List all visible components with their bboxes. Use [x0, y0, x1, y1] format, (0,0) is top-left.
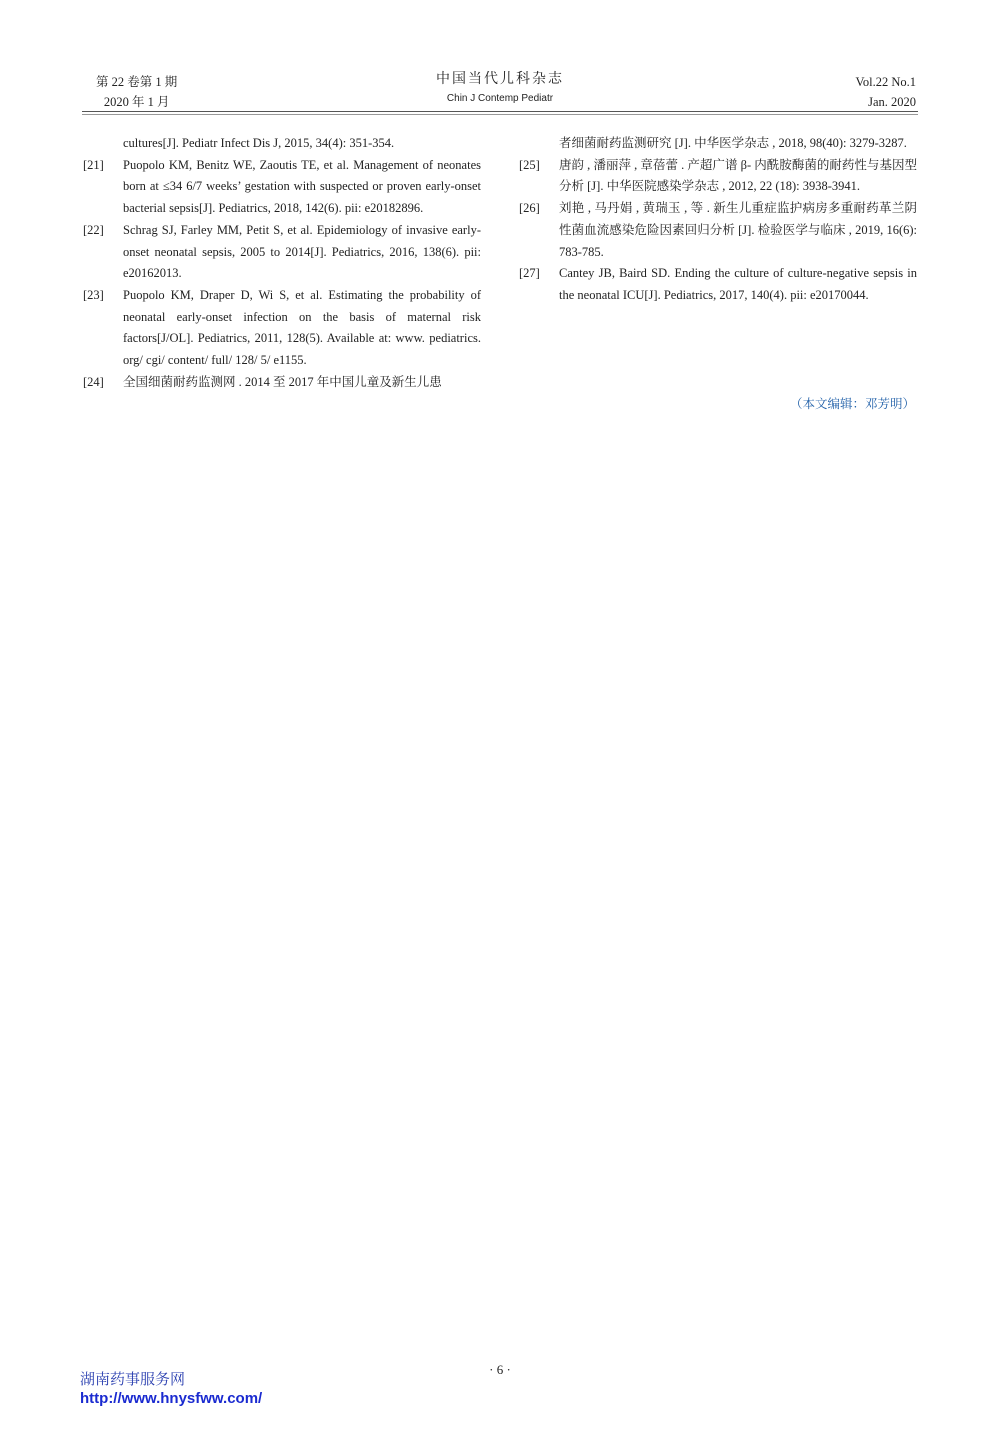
editor-note: （本文编辑：邓芳明） [789, 397, 915, 411]
reference-text: 全国细菌耐药监测网 . 2014 至 2017 年中国儿童及新生儿患 [123, 374, 442, 389]
reference-text: 者细菌耐药监测研究 [J]. 中华医学杂志 , 2018, 98(40): 3279-3287. [559, 136, 907, 150]
reference-number: [24] [83, 374, 104, 389]
header-volume: 第 22 卷第 1 期 [96, 75, 178, 89]
reference-item [519, 263, 917, 306]
reference-item [519, 133, 917, 155]
journal-title-en: Chin J Contemp Pediatr [446, 93, 554, 104]
reference-item [83, 220, 481, 285]
reference-number: [21] [83, 157, 104, 172]
watermark-url[interactable]: http://www.hnysfww.com/ [80, 1390, 263, 1407]
reference-text: Puopolo KM, Draper D, Wi S, et al. Estimating the probability of neonatal early-onset infection on the basis of maternal risk factors[J/OL]. Pediatrics, 2011, 128(5). Available at: www. pediatrics. org/ cgi/ content/ full/ 128/ 5/ e1155. [123, 287, 481, 368]
reference-text: 刘艳 , 马丹娟 , 黄瑞玉 , 等 . 新生儿重症监护病房多重耐药革兰阴性菌血流感染危险因素回归分析 [J]. 检验医学与临床 , 2019, 16(6): 783-785. [559, 201, 917, 259]
header-volume-issue [96, 72, 177, 112]
reference-item [519, 198, 917, 263]
header-rule [82, 111, 918, 112]
references-right-column [519, 133, 917, 307]
reference-number: [25] [519, 157, 540, 172]
reference-text: 唐韵 , 潘丽萍 , 章蓓蕾 . 产超广谱 β- 内酰胺酶菌的耐药性与基因型分析 [J]. 中华医院感染学杂志 , 2012, 22 (18): 3938-3941. [559, 157, 917, 194]
references-left-column [83, 133, 481, 393]
reference-text: Schrag SJ, Farley MM, Petit S, et al. Epidemiology of invasive early-onset neonatal sepsis, 2005 to 2014[J]. Pediatrics, 2016, 138(6). pii: e20162013. [123, 222, 481, 281]
reference-number: [23] [83, 287, 104, 302]
page-number: · 6 · [489, 1362, 511, 1377]
reference-item [83, 285, 481, 372]
header-date-en: Jan. 2020 [868, 95, 916, 109]
reference-item [83, 155, 481, 220]
reference-number: [27] [519, 266, 540, 281]
reference-text: Cantey JB, Baird SD. Ending the culture of culture-negative sepsis in the neonatal ICU[J]. Pediatrics, 2017, 140(4). pii: e20170044. [559, 266, 917, 302]
header-volume-en: Vol.22 No.1 [855, 75, 916, 89]
watermark-site-name: 湖南药事服务网 [80, 1370, 186, 1388]
reference-item [519, 155, 917, 198]
reference-text: Puopolo KM, Benitz WE, Zaoutis TE, et al. Management of neonates born at ≤34 6/7 weeks’ gestation with suspected or proven early-onset bacterial sepsis[J]. Pediatrics, 2018, 142(6). pii: e20182896. [123, 157, 481, 216]
journal-title-cn: 中国当代儿科杂志 [436, 72, 564, 87]
reference-item [83, 133, 481, 155]
reference-text: cultures[J]. Pediatr Infect Dis J, 2015, 34(4): 351-354. [123, 136, 395, 150]
reference-number: [22] [83, 222, 104, 237]
journal-title [350, 70, 650, 106]
reference-item [83, 372, 481, 394]
reference-number: [26] [519, 201, 540, 216]
header-volume-issue-en [855, 72, 916, 112]
header-date: 2020 年 1 月 [103, 95, 170, 109]
header-rule-thin [82, 114, 918, 115]
